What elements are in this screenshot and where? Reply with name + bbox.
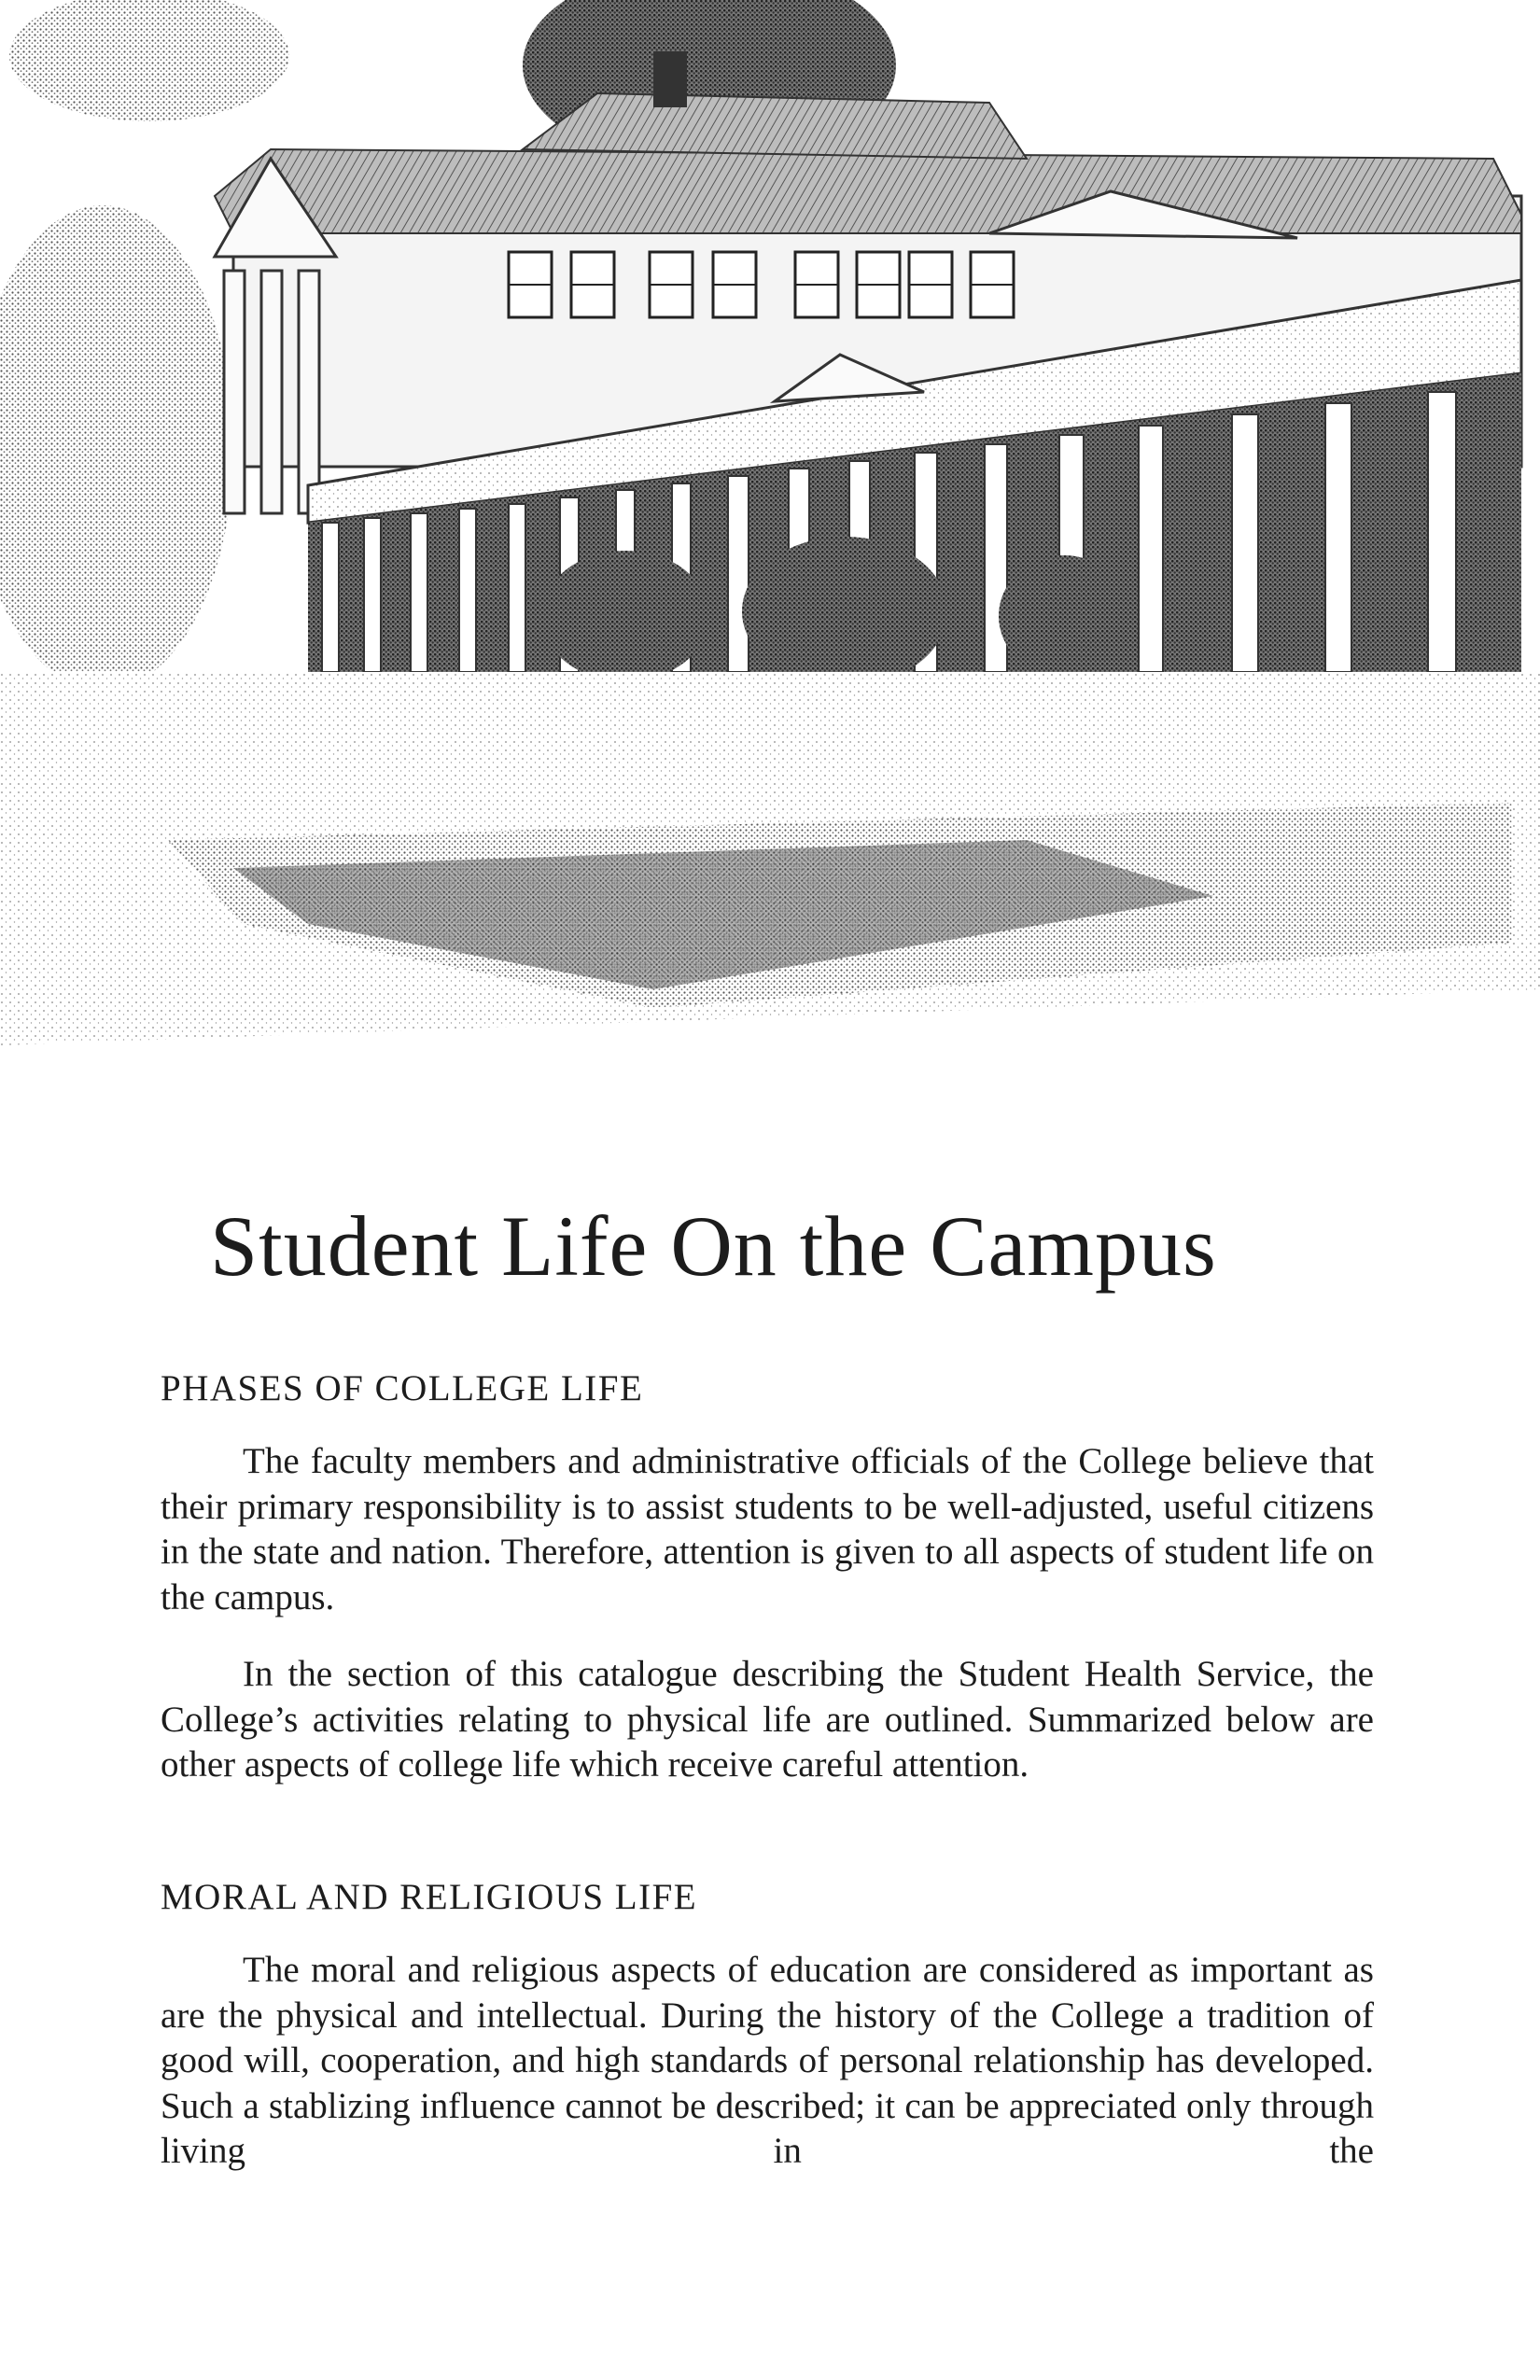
page-title: Student Life On the Campus — [210, 1198, 1217, 1294]
paragraph: The faculty members and administrative officials of the College believe that their primary responsibility is to assist students to be well-adjusted, useful citizens in the state and nation. Therefore, attention is given to all aspects of student life on the campus. — [161, 1441, 1374, 1617]
paragraph: In the section of this catalogue describing the Student Health Service, the College’s activities relating to physical life are outlined. Summarized below are other aspects of college life which receive careful attention. — [161, 1654, 1374, 1785]
section-heading-moral-religious: MORAL AND RELIGIOUS LIFE — [161, 1877, 698, 1917]
building-illustration — [0, 0, 1540, 1064]
section-heading-phases: PHASES OF COLLEGE LIFE — [161, 1368, 644, 1408]
paragraph: The moral and religious aspects of education are considered as important as are the physical and intellectual. During the history of the College a tradition of good will, cooperation, and high standards of personal relationship has developed. Such a stablizing influence cannot be described; it can be appreciated only through living in the — [161, 1950, 1374, 2171]
